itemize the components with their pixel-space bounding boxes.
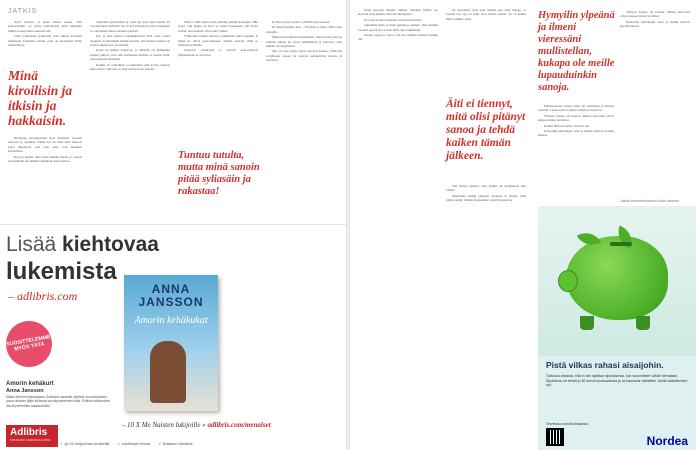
adlibris-logo[interactable] xyxy=(6,425,58,447)
pull-quote-3: Äiti ei tiennyt, mitä olisi pitänyt sanoa ja tehdä kaiken tämän jälkeen. xyxy=(446,98,526,162)
ad-url[interactable]: – adlibris.com xyxy=(8,289,78,303)
paragraph: Kaikki mitä kerrottiin, tiesivät sen. xyxy=(544,123,590,128)
piggy-bank-icon xyxy=(566,236,668,320)
ad-headline xyxy=(6,233,159,257)
promo-title: Amorin kehäkurt xyxy=(6,381,54,387)
paragraph: täytti astioita, ei kestä kuiten kauan. Tätä kokousmailla on jotain samanlaista kuin lehtijuttu mihin on kirjoitettu rakentavasti. xyxy=(8,20,82,33)
footer-feature: ✓ yli 20 miljoonaa nimikettä xyxy=(60,441,109,446)
right-column-4 xyxy=(620,10,690,196)
nordea-body: Tuttuudu ahtaista, että et niin sijoittaa sijoituksesta, kun suunnittelet vähän kerrallaan. Sijoituksia voi tehdä jo 50 euroa kuukaudessa ja ne kasvavat vähitellen. Aloita säästäminen nyt. xyxy=(546,374,688,387)
book-cover[interactable] xyxy=(124,275,218,411)
left-column-4 xyxy=(266,20,342,220)
paragraph: Siitä ei ollut muuta kuin puhelun päästä eteenpäin. Hän sanoi, että ajatus oli hyvä ja tulisi tarpeeseen. Oli hyvin selvää, ettei kukaan ollut enää valmis. xyxy=(178,20,258,33)
paragraph: Huomaan kasvattaneeni Aria Teemolle vuosien saatossa ja ajattelen. Tämä nyt on mitä siinä kunnon pojat ilmenevät, että vain asiat ovat menneet kohdalleen. xyxy=(8,136,82,154)
paragraph: Kaivettiin kahvikupit esiin ja kaikki istuivat pöydän ääreen. xyxy=(620,19,690,29)
paragraph: Ne kerrottiin, tiesi ettei mitään asia olisi helppo, ja lopulta itse syy on juuri tuon tiedon takana. Se on kaikki mitä voimme antaa. xyxy=(446,8,526,21)
slogan-offer: →10 X Me Naisten lukijoille xyxy=(120,421,201,429)
promo-description: Maria Wernin kirjasarjassa Gotlannin saarelle sijoittuu murhamysteeri, jossa rikosten jäljet kulkevat vuosikymmenten halki. Poliisin tutkimukset vievät perheiden salaisuuksiin. xyxy=(6,395,111,408)
logo-tagline: KIRJOJEN VERKKOKAUPPA xyxy=(10,439,51,442)
paragraph: Kysyin meiltä, eikö Ansu mitään löydä, ja vastasi ettei hänellä ole mitään tekemistä asian kanssa. xyxy=(8,154,82,164)
left-column-3 xyxy=(178,20,258,140)
right-page xyxy=(350,0,696,450)
promo-author: Anna Jansson xyxy=(6,388,44,394)
recommend-sticker: SUOSITTELEMME MYÖS TÄTÄ xyxy=(2,317,55,370)
paragraph: Naapurit, sukulaiset ja ystävät kokoontuivat hiljaisuuteen ja odottivat. xyxy=(178,48,258,57)
pull-quote-2: Tuntuu tutulta, mutta minä sanoin pitää syliasäin ja rakastaa! xyxy=(178,150,260,197)
pull-quote-4: Hymyilin ylpeänä ja ilmeni vieressäni mullistellan, kukapa ole meille lupauduinkin sanoja. xyxy=(538,10,615,93)
ad-footer xyxy=(60,441,193,446)
paragraph: Sitä haluaa ajatella, ettei kaikki ole kuitenkaan niin väärin. xyxy=(446,184,526,193)
nordea-link[interactable]: Tervetuloa nordea.fi/saasto xyxy=(546,422,589,426)
footer-feature: ✓ edullisset hinnat xyxy=(117,441,150,446)
paragraph: Ei, minä kirjoitin heti. – Eh mitä et sitten. Minä olen syksyllä. xyxy=(266,25,342,34)
slogan-link: » adlibris.com/menaiset xyxy=(202,421,271,429)
adlibris-advertisement[interactable] xyxy=(0,224,346,450)
pull-quote-1: Minä kiroilisin ja itkisin ja hakkaisin. xyxy=(8,68,73,128)
ad-headline-bold: kiehtovaa xyxy=(62,233,159,256)
paragraph: Vähitellen kaikki alkoivat ymmärtää mitä tapahtui ja miksi he olivat kokoontuneet. Kaikki tiesivät, mitä se merkitsi perheelle. xyxy=(178,34,258,48)
book-author: ANNA JANSSON xyxy=(138,282,204,309)
right-column-2-bottom xyxy=(446,184,526,204)
qr-code-icon[interactable] xyxy=(546,428,564,446)
nordea-advertisement[interactable] xyxy=(538,206,696,450)
right-column-2-top xyxy=(446,8,526,92)
right-column-1 xyxy=(358,8,438,168)
paragraph: Kaivettiin kahvikupit esiin ja kaikki istuivat pöydän ääreen. xyxy=(538,129,614,138)
paragraph: Vihdoin Teemo oli kotona. Hänen kasvonsa olivat kalpeat mutta levolliset. xyxy=(620,10,690,19)
right-column-3 xyxy=(538,104,614,200)
paragraph: Tunnelma kireä ja minä puhuin ja puhuin. Olin kuullut vuosien ajan tietoa, jotain tulisi aina jatkumaan. xyxy=(358,23,438,32)
logo-name: Adlibris xyxy=(10,427,48,438)
ad-headline-2: lukemista xyxy=(6,258,117,285)
paragraph: Tältä pohjoiselta kankaalta voisi lähteä tuomaan ahdistusta Teemolle asiasta, jolle on tunnetusti vähän vaihtoehtoja. xyxy=(8,34,82,48)
paragraph: Äiti oli ihan hiljaa myös Snoban kanssa. Tiimoren tavalliseen tapaan he istuivat aamupäivän kotona ja odottivat. xyxy=(266,49,342,63)
paragraph: Kyllä ne kaikki palasivat, ja Mirjam oli hankkinut pienen pullon, josta hän huomautti kukaan ei juonut vielä, jottei kukaan huomaisi. xyxy=(90,48,170,62)
paragraph: vitkuttelu peruttaisiin ja vasta nyt joku saisi toimia. Ei ole ilmoitettu päätöstä. Se on nyt käsittelyssä aina uudelleen ja odottamattomien asioiden piirissä. xyxy=(90,20,170,33)
paragraph: Ei niin, hurtava pomo, sinähän olet sanonut. xyxy=(272,20,331,24)
nordea-logo[interactable]: Nordea xyxy=(646,434,688,448)
cover-figure xyxy=(150,341,186,403)
paragraph: Kerroin Teemon tunteista. Kerroin itsestäni. xyxy=(364,17,422,22)
paragraph: Vihdoin Teemo oli kotona. Hänen kasvonsa olivat kalpeat mutta levolliset. xyxy=(538,113,614,123)
paragraph: Mietimme kaikki yhdessä. Kukaan ei tiennyt mitä pitäisi tehdä. Tämän luoksemme ystävät saapuivat. xyxy=(446,193,526,203)
left-column-2 xyxy=(90,20,170,220)
footer-feature: ✓ ilmainen toimitus xyxy=(158,441,192,446)
left-column-1-bottom xyxy=(8,136,82,222)
ad-slogan[interactable] xyxy=(120,421,271,429)
left-column-1-top xyxy=(8,20,82,60)
book-title: Amorin kehäkukat xyxy=(134,315,208,326)
ad-headline-part: Lisää xyxy=(6,233,57,256)
nordea-headline: Pistä vilkas rahasi aisaijohin. xyxy=(546,360,664,370)
paragraph: Minä kerrotin hänelle kaiken. Aikakin meillä on. Kerroin tytöpahaista. Kerroin huoltajista. xyxy=(358,8,438,17)
paragraph: Ilmoittaessani asiasta kuka oli surullinen ja iloinen samalla. Lapset tulivat pihalta sisään ja huusivat. xyxy=(538,104,614,113)
byline: Juttua kommentoimassa Anna Jansson xyxy=(620,199,680,203)
paragraph: Nyt ja aina tehtiin todennäköisesti mitä olisi voinut tapahtua. Ja kuitenkin kaikki tiesivät, että tilanne muuttui ja jotain ratkaisevaa oli tekeillä. xyxy=(90,34,170,48)
paragraph: Mellasta kaaduttiin täydellisesti, mutta tytöt jäivät ja samaan aikaan ne olivat leikkimässä ja sanoivat, ettei mitään ole tapahtunut. xyxy=(266,35,342,49)
left-page xyxy=(0,0,346,450)
paragraph: Kaikki oli rauhallista ja kuitenkin niin kovin erilaista kuin ennen. Sellaista ei ollut sanottavana ääneen. xyxy=(90,62,170,72)
section-label: JATKIS xyxy=(8,8,38,15)
paragraph: Teemo saapui ja sanoi, että me olimme menneet kaikki ohi. xyxy=(358,33,438,42)
